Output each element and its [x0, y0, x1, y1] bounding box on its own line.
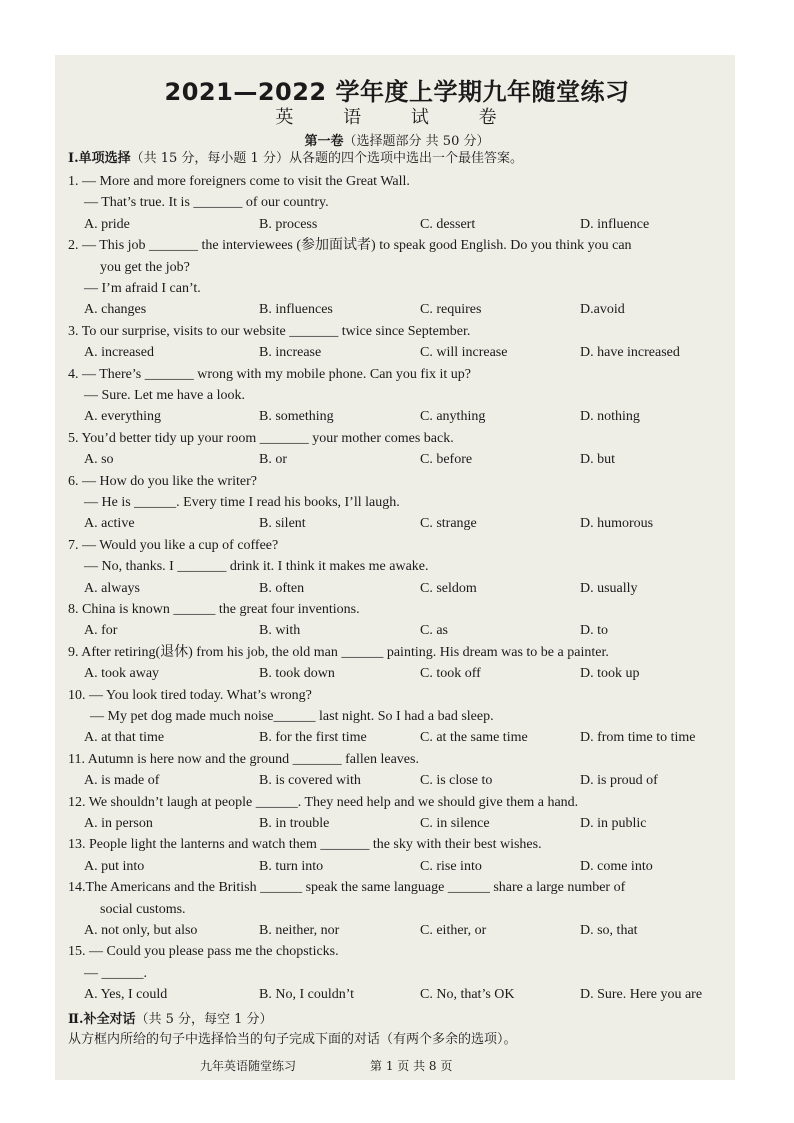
answer-option-d: D. come into [580, 858, 653, 874]
section2-direction: 从方框内所给的句子中选择恰当的句子完成下面的对话（有两个多余的选项）。 [68, 1032, 517, 1047]
answer-option-b: B. silent [259, 516, 306, 532]
question-stem: 1. — More and more foreigners come to visit the Great Wall. [68, 174, 410, 189]
question-stem: 13. People light the lanterns and watch them _______ the sky with their best wishes. [68, 837, 542, 853]
answer-option-c: C. No, that’s OK [420, 987, 515, 1003]
question-line: — That’s true. It is _______ of our country. [84, 195, 329, 211]
question-stem: 10. — You look tired today. What’s wrong? [68, 687, 312, 703]
answer-option-d: D. in public [580, 816, 647, 831]
question-stem: 6. — How do you like the writer? [68, 473, 257, 489]
answer-option-c: C. anything [420, 409, 486, 425]
answer-option-a: A. put into [84, 858, 145, 874]
section1-heading [68, 150, 523, 168]
section2-heading [68, 1011, 273, 1029]
question-line: — Sure. Let me have a look. [84, 388, 245, 403]
answer-option-b: B. process [259, 216, 318, 232]
answer-option-c: C. will increase [420, 345, 508, 361]
question-line: — ______. [84, 965, 147, 981]
question-line: — I’m afraid I can’t. [84, 281, 201, 296]
answer-option-d: D. have increased [580, 345, 680, 361]
question-line: — My pet dog made much noise______ last night. So I had a bad sleep. [90, 709, 494, 724]
answer-option-a: A. for [84, 623, 118, 639]
answer-option-b: B. or [259, 452, 287, 468]
answer-option-c: C. rise into [420, 858, 482, 874]
answer-option-d: D. so, that [580, 923, 638, 938]
answer-option-d: D. humorous [580, 516, 654, 532]
question-stem: 12. We shouldn’t laugh at people ______. They need help and we should give them a hand. [68, 794, 579, 810]
answer-option-d: D. took up [580, 666, 640, 682]
answer-option-a: A. pride [84, 216, 130, 232]
answer-option-b: B. neither, nor [259, 923, 340, 938]
answer-option-c: C. before [420, 452, 473, 468]
answer-option-a: A. in person [84, 816, 153, 831]
answer-option-b: B. took down [259, 666, 335, 682]
answer-option-d: D. is proud of [580, 773, 658, 789]
answer-option-d: D. Sure. Here you are [580, 987, 703, 1003]
exam-title: 2021—2022 学年度上学期九年随堂练习 [164, 78, 630, 106]
question-stem: 4. — There’s _______ wrong with my mobile phone. Can you fix it up? [68, 366, 471, 382]
answer-option-c: C. requires [420, 302, 482, 318]
question-stem: 5. You’d better tidy up your room _______ your mother comes back. [68, 430, 454, 446]
answer-option-a: A. Yes, I could [84, 987, 168, 1003]
section2-instruction: （共 5 分，每空 1 分） [135, 1012, 273, 1027]
answer-option-b: B. something [259, 409, 334, 425]
answer-option-b: B. in trouble [259, 816, 330, 831]
answer-option-a: A. increased [84, 345, 154, 361]
answer-option-c: C. seldom [420, 580, 477, 596]
question-stem: 7. — Would you like a cup of coffee? [68, 537, 279, 553]
question-stem: 14.The Americans and the British ______ speak the same language ______ share a large number of [68, 880, 626, 896]
footer-page: 第 1 页 共 8 页 [370, 1059, 453, 1073]
answer-option-c: C. in silence [420, 816, 490, 831]
answer-option-c: C. as [420, 623, 448, 639]
answer-option-c: C. is close to [420, 773, 493, 789]
question-stem: 11. Autumn is here now and the ground _______ fallen leaves. [68, 751, 419, 767]
part-heading [0, 130, 794, 149]
question-stem: 3. To our surprise, visits to our website _______ twice since September. [68, 323, 471, 339]
answer-option-b: B. turn into [259, 858, 324, 874]
question-stem: 8. China is known ______ the great four inventions. [68, 602, 360, 617]
answer-option-a: A. so [84, 452, 114, 468]
exam-subject: 英 语 试 卷 [275, 107, 519, 128]
question-line: — No, thanks. I _______ drink it. I think it makes me awake. [84, 559, 429, 575]
answer-option-a: A. everything [84, 409, 161, 425]
footer-title: 九年英语随堂练习 [200, 1059, 297, 1073]
answer-option-d: D. from time to time [580, 730, 696, 746]
part-label: 第一卷 [304, 134, 344, 149]
answer-option-a: A. not only, but also [84, 923, 198, 938]
section2-title: Ⅱ.补全对话 [68, 1012, 136, 1027]
answer-option-a: A. took away [84, 666, 160, 682]
part-note: （选择题部分 共 50 分） [343, 134, 490, 149]
question-line: social customs. [100, 901, 186, 917]
answer-option-d: D. to [580, 623, 608, 639]
answer-option-c: C. strange [420, 516, 477, 532]
answer-option-a: A. at that time [84, 730, 165, 746]
answer-option-c: C. at the same time [420, 730, 528, 746]
answer-option-c: C. either, or [420, 923, 487, 938]
question-stem: 15. — Could you please pass me the chopsticks. [68, 944, 339, 960]
answer-option-b: B. influences [259, 302, 333, 318]
answer-option-d: D.avoid [580, 302, 625, 318]
section1-title: Ⅰ.单项选择 [68, 151, 131, 166]
question-stem: 2. — This job _______ the interviewees (参加面试者) to speak good English. Do you think you can [68, 238, 632, 254]
answer-option-d: D. but [580, 452, 615, 468]
section1-instruction: （共 15 分，每小题 1 分）从各题的四个选项中选出一个最佳答案。 [130, 151, 523, 166]
answer-option-b: B. for the first time [259, 730, 367, 746]
answer-option-b: B. increase [259, 345, 322, 361]
answer-option-d: D. influence [580, 216, 650, 232]
answer-option-a: A. is made of [84, 773, 160, 789]
answer-option-d: D. usually [580, 580, 638, 596]
answer-option-b: B. is covered with [259, 773, 361, 789]
answer-option-a: A. always [84, 580, 140, 596]
answer-option-c: C. took off [420, 666, 481, 682]
answer-option-b: B. with [259, 623, 301, 639]
answer-option-c: C. dessert [420, 216, 476, 232]
answer-option-a: A. changes [84, 302, 147, 318]
question-line: you get the job? [100, 259, 190, 275]
question-line: — He is ______. Every time I read his books, I’ll laugh. [84, 495, 400, 510]
answer-option-b: B. often [259, 580, 305, 596]
question-stem: 9. After retiring(退休) from his job, the old man ______ painting. His dream was to be a painter. [68, 644, 609, 660]
answer-option-d: D. nothing [580, 409, 640, 425]
answer-option-b: B. No, I couldn’t [259, 987, 355, 1003]
answer-option-a: A. active [84, 516, 135, 532]
